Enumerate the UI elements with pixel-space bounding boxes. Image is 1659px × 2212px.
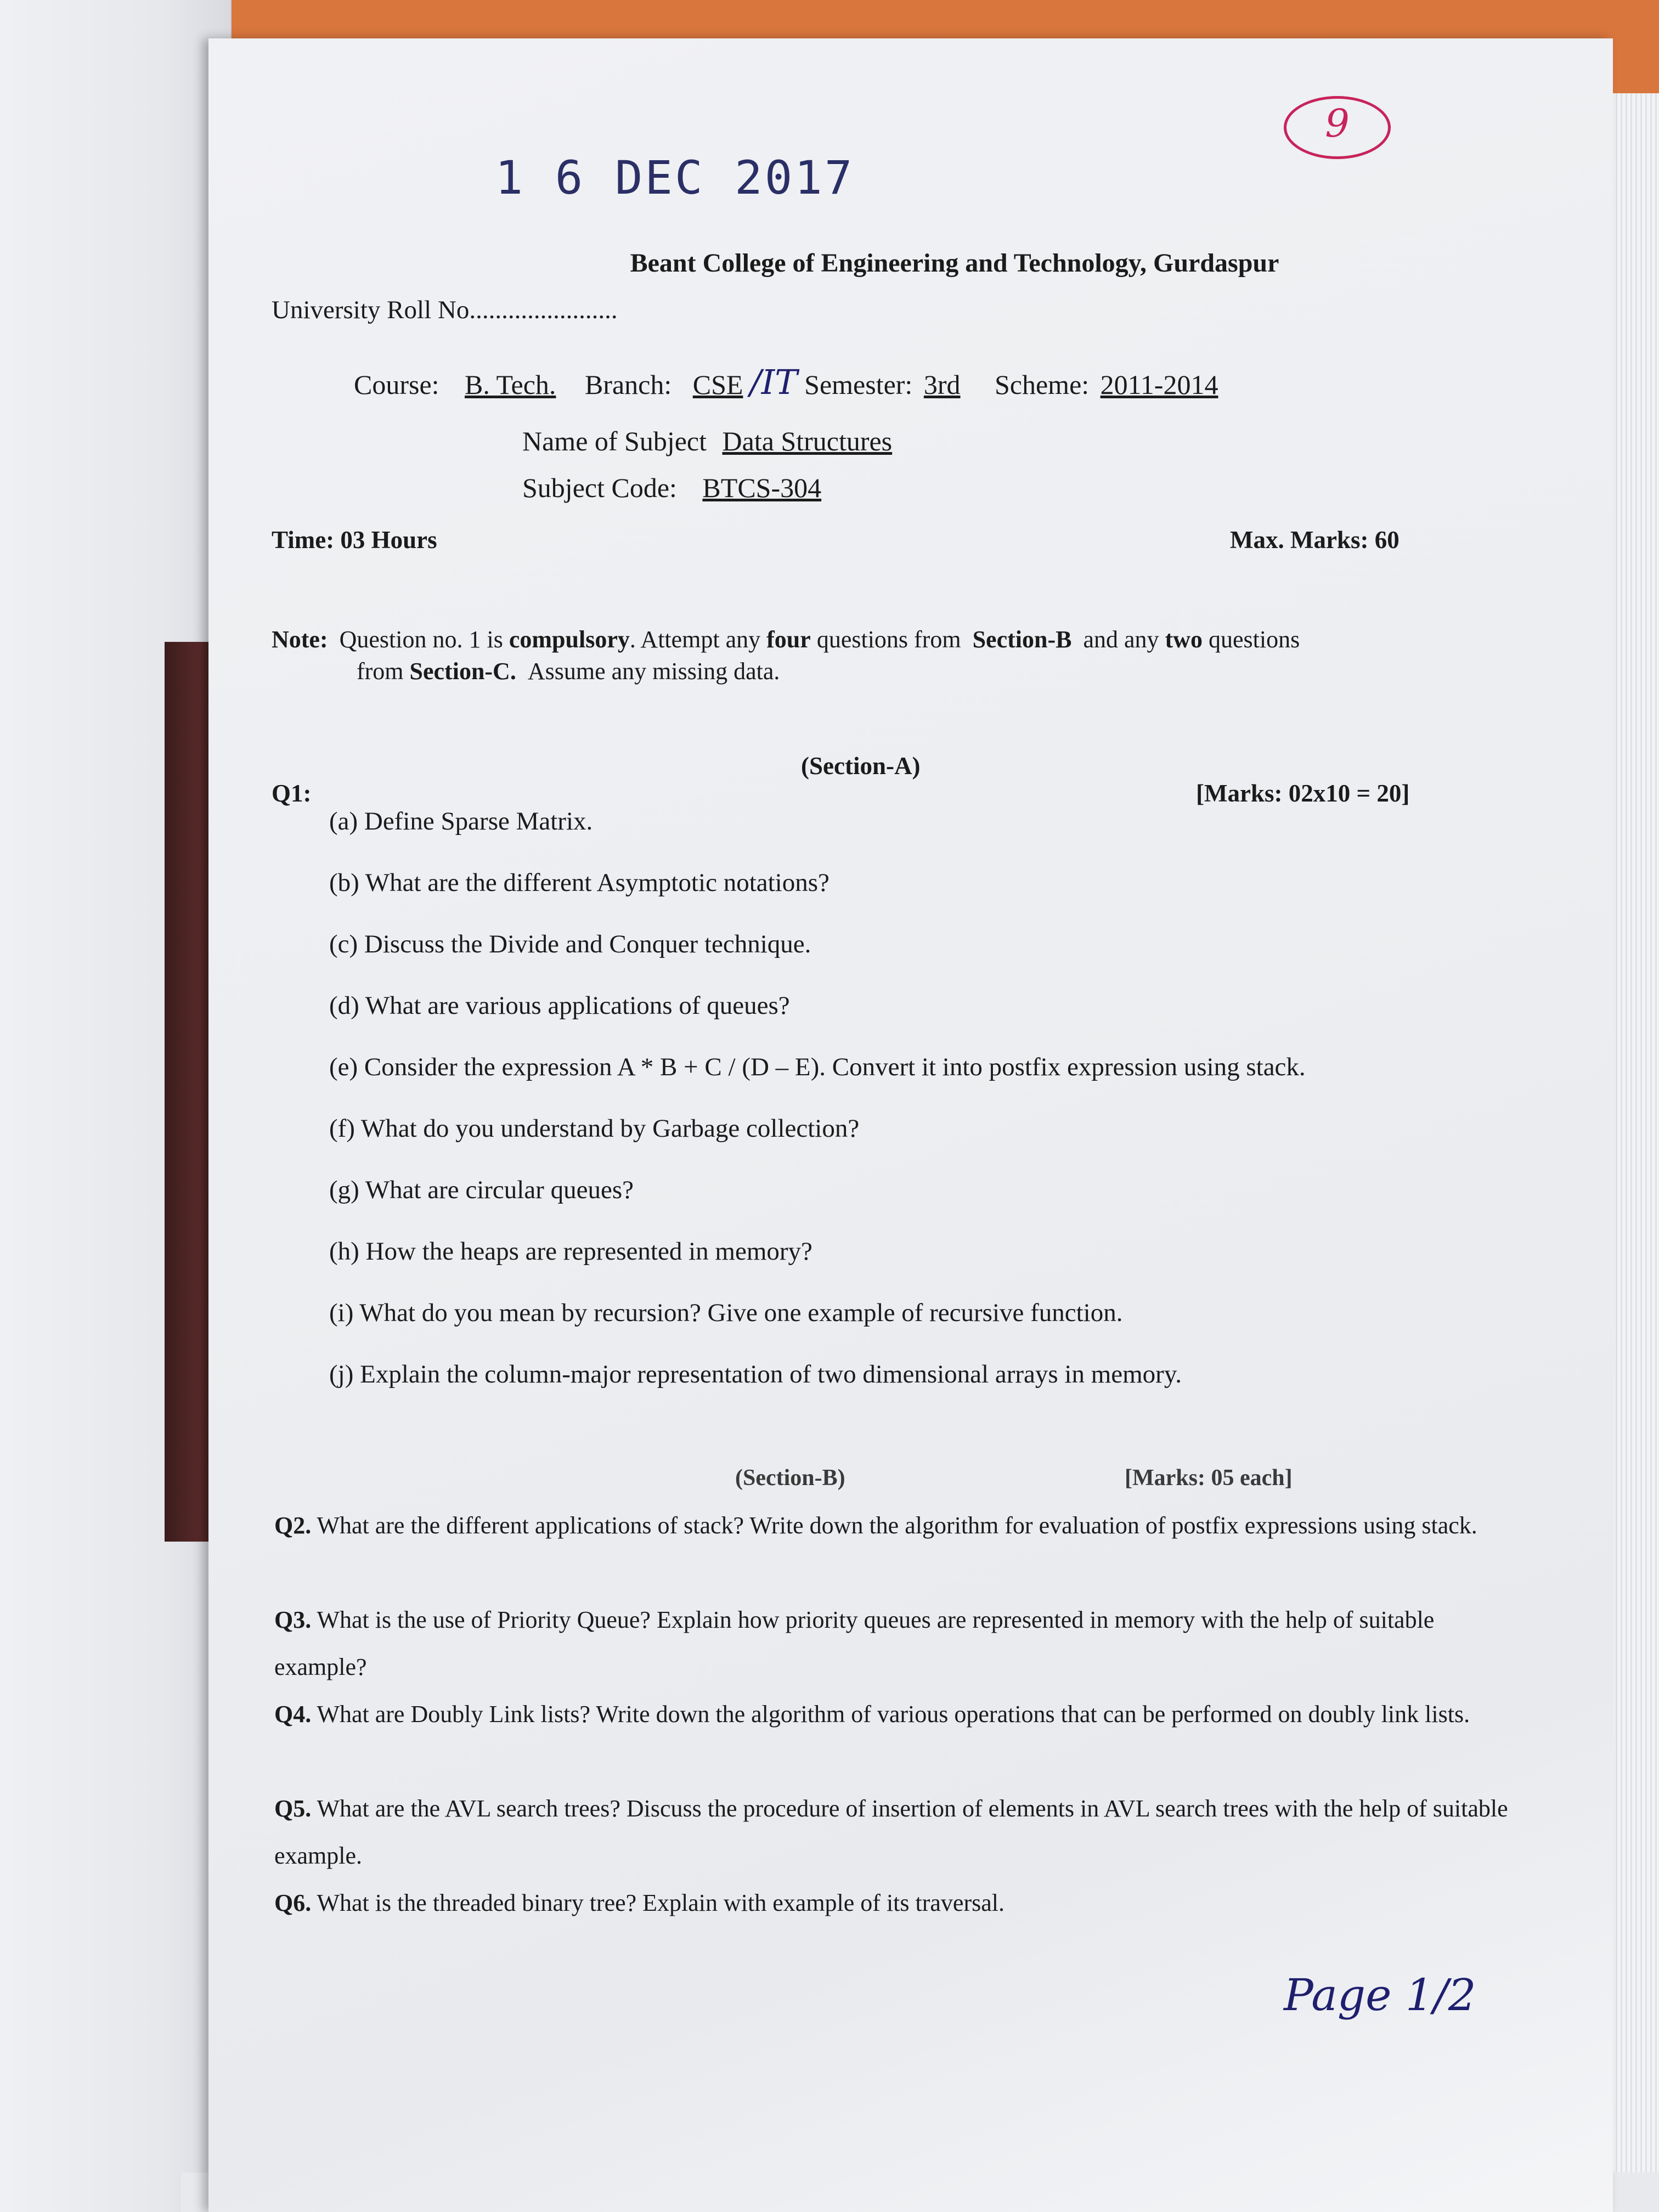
list-item: (b) What are the different Asymptotic notations? — [329, 868, 830, 897]
course-value: B. Tech. — [465, 369, 556, 400]
question-q6 — [274, 1880, 1525, 1927]
semester-value: 3rd — [923, 369, 961, 400]
code-label: Subject Code: — [522, 472, 677, 503]
note-text: Section-C. — [409, 658, 516, 685]
course-label: Course: — [354, 369, 439, 400]
note-text: compulsory — [509, 626, 630, 653]
list-item: (f) What do you understand by Garbage collection? — [329, 1114, 860, 1143]
note-text: and any — [1083, 626, 1159, 653]
date-stamp: 1 6 DEC 2017 — [495, 151, 855, 205]
note-text: four — [766, 626, 811, 653]
branch-label: Branch: — [584, 369, 672, 400]
branch-value: CSE — [692, 369, 743, 400]
note-text: Question no. 1 is — [339, 626, 503, 653]
question-text: What is the threaded binary tree? Explain with example of its traversal. — [317, 1889, 1005, 1916]
question-q2 — [274, 1502, 1525, 1549]
question-number: Q3. — [274, 1606, 312, 1633]
page-footer-handwritten: Page 1/2 — [1284, 1970, 1476, 2021]
list-item: (h) How the heaps are represented in memory? — [329, 1237, 812, 1266]
question-text: What are the AVL search trees? Discuss the procedure of insertion of elements in AVL search trees with the help of suitable example. — [274, 1795, 1508, 1869]
list-item: (d) What are various applications of queues? — [329, 991, 790, 1020]
q1-label: Q1: — [272, 780, 312, 807]
list-item: (c) Discuss the Divide and Conquer technique. — [329, 930, 811, 958]
college-name: Beant College of Engineering and Technology, Gurdaspur — [630, 249, 1279, 278]
list-item: (a) Define Sparse Matrix. — [329, 807, 593, 836]
max-marks: Max. Marks: 60 — [1230, 526, 1400, 554]
question-q4 — [274, 1691, 1525, 1738]
scheme-label: Scheme: — [994, 369, 1090, 400]
roll-no: University Roll No....................... — [272, 296, 618, 324]
exam-paper — [208, 38, 1613, 2212]
question-text: What are the different applications of stack? Write down the algorithm for evaluation of postfix expressions using stack. — [317, 1512, 1477, 1539]
note-text: from — [357, 658, 404, 685]
question-text: What are Doubly Link lists? Write down the algorithm of various operations that can be performed on doubly link lists. — [317, 1701, 1470, 1728]
code-value: BTCS-304 — [702, 472, 822, 503]
question-number: Q2. — [274, 1512, 312, 1539]
question-number: Q5. — [274, 1795, 312, 1822]
question-number: Q6. — [274, 1889, 312, 1916]
question-number: Q4. — [274, 1701, 312, 1728]
list-item: (g) What are circular queues? — [329, 1176, 634, 1204]
note-text: Assume any missing data. — [527, 658, 780, 685]
note-label: Note: — [272, 626, 328, 653]
note-text: questions — [1208, 626, 1300, 653]
section-b-marks: [Marks: 05 each] — [1125, 1465, 1293, 1491]
note-text: two — [1165, 626, 1203, 653]
note-line-2 — [357, 657, 780, 685]
branch-handwritten: /IT — [749, 362, 798, 402]
page-number-text: 9 — [1325, 101, 1350, 146]
question-text: What is the use of Priority Queue? Explain how priority queues are represented in memory with the help of suitable example? — [274, 1606, 1435, 1680]
note-text: questions from — [816, 626, 961, 653]
question-q5 — [274, 1785, 1525, 1880]
subject-value: Data Structures — [722, 426, 893, 456]
section-a-marks: [Marks: 02x10 = 20] — [1196, 780, 1410, 807]
note-line-1 — [272, 625, 1300, 653]
list-item: (i) What do you mean by recursion? Give one example of recursive function. — [329, 1299, 1123, 1327]
page-number-circle — [1284, 96, 1391, 159]
code-line — [522, 472, 821, 504]
section-b-title: (Section-B) — [735, 1465, 845, 1491]
section-a-title: (Section-A) — [801, 752, 921, 780]
scheme-value: 2011-2014 — [1100, 369, 1218, 400]
time-duration: Time: 03 Hours — [272, 526, 437, 554]
list-item: (e) Consider the expression A * B + C / (D – E). Convert it into postfix expression using stack. — [329, 1053, 1306, 1081]
note-text: Section-B — [972, 626, 1072, 653]
note-text: . Attempt any — [629, 626, 761, 653]
subject-label: Name of Subject — [522, 426, 707, 456]
question-q3 — [274, 1596, 1525, 1691]
semester-label: Semester: — [804, 369, 913, 400]
list-item: (j) Explain the column-major representation of two dimensional arrays in memory. — [329, 1360, 1182, 1389]
subject-line — [522, 425, 892, 457]
course-line — [354, 362, 1218, 402]
